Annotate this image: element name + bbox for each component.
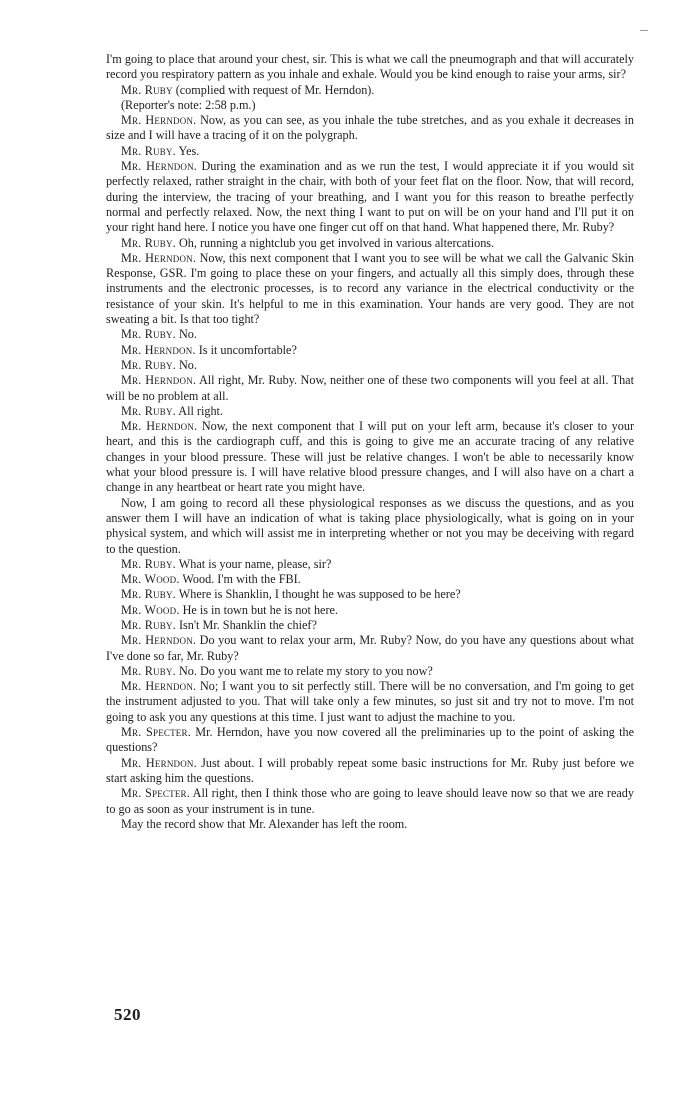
speaker: Mr. Ruby. [121, 587, 176, 602]
paragraph-22: Mr. Herndon. No; I want you to sit perfectly still. There will be no conversation, and I'm going to get the instrument adjusted to you. That will take only a few minutes, so just sit and try not to move. I'm not going to ask you any questions at this time. I just want to adjust the machine to you. [106, 679, 634, 724]
paragraph-11: Mr. Herndon. All right, Mr. Ruby. Now, neither one of these two components will you feel at all. That will be no problem at all. [106, 373, 634, 403]
speaker: Mr. Ruby. [121, 663, 176, 678]
paragraph-21: Mr. Ruby. No. Do you want me to relate my story to you now? [121, 663, 433, 678]
speaker: Mr. Ruby. [121, 403, 176, 418]
speaker: Mr. Ruby. [121, 143, 176, 158]
speaker: Mr. Ruby. [121, 617, 176, 632]
paragraph-8: Mr. Ruby. No. [121, 327, 197, 342]
corner-mark [640, 30, 648, 31]
speaker: Mr. Herndon. [121, 373, 197, 388]
speaker: Mr. Herndon. [121, 419, 198, 434]
transcript-body [106, 52, 634, 832]
paragraph-15: Mr. Ruby. What is your name, please, sir? [121, 556, 332, 571]
speaker: Mr. Ruby [121, 82, 173, 97]
paragraph-0: I'm going to place that around your chest, sir. This is what we call the pneumograph and that will accurately record you respiratory pattern as you inhale and exhale. Would you be kind enough to raise your arms, sir? [106, 52, 634, 82]
speaker: Mr. Wood. [121, 572, 180, 587]
paragraph-25: Mr. Specter. All right, then I think those who are going to leave should leave now so that we are ready to go as soon as your instrument is in tune. [106, 786, 634, 816]
speaker: Mr. Herndon. [121, 113, 197, 128]
speaker: Mr. Herndon. [121, 250, 197, 265]
speaker: Mr. Herndon. [121, 342, 196, 357]
paragraph-20: Mr. Herndon. Do you want to relax your arm, Mr. Ruby? Now, do you have any questions about what I've done so far, Mr. Ruby? [106, 633, 634, 663]
speaker: Mr. Ruby. [121, 327, 176, 342]
speaker: Mr. Ruby. [121, 556, 176, 571]
speaker: Mr. Specter. [121, 786, 190, 801]
paragraph-4: Mr. Ruby. Yes. [121, 143, 200, 158]
paragraph-1: Mr. Ruby (complied with request of Mr. Herndon). [121, 82, 375, 97]
paragraph-18: Mr. Wood. He is in town but he is not here. [121, 602, 338, 617]
page-number: 520 [114, 1005, 141, 1024]
speaker: Mr. Herndon. [121, 679, 197, 694]
paragraph-16: Mr. Wood. Wood. I'm with the FBI. [121, 572, 301, 587]
speaker: Mr. Herndon. [121, 633, 197, 648]
paragraph-14: Now, I am going to record all these physiological responses as we discuss the questions, and as you answer them I will have an indication of what is taking place physiologically, what is going on in your physical system, and which will assist me in interpreting whether or not you may be deceiving with regard to the question. [106, 495, 634, 556]
paragraph-24: Mr. Herndon. Just about. I will probably repeat some basic instructions for Mr. Ruby just before we start asking him the questions. [106, 755, 635, 785]
paragraph-12: Mr. Ruby. All right. [121, 403, 223, 418]
paragraph-3: Mr. Herndon. Now, as you can see, as you inhale the tube stretches, and as you exhale it decreases in size and I will have a tracing of it on the polygraph. [106, 113, 634, 143]
paragraph-10: Mr. Ruby. No. [121, 357, 197, 372]
speaker: Mr. Wood. [121, 602, 180, 617]
speaker: Mr. Ruby. [121, 357, 176, 372]
paragraph-6: Mr. Ruby. Oh, running a nightclub you get involved in various altercations. [121, 235, 495, 250]
paragraph-2: (Reporter's note: 2:58 p.m.) [121, 97, 256, 112]
paragraph-17: Mr. Ruby. Where is Shanklin, I thought he was supposed to be here? [121, 587, 461, 602]
paragraph-7: Mr. Herndon. Now, this next component that I want you to see will be what we call the Galvanic Skin Response, GSR. I'm going to place these on your fingers, and actually all this simply does, through these instruments and the electronic processes, is to record any variance in the electrical conductivity or the resistance of your skin. It's helpful to me in this examination. Your hands are very good. They are not sweating a bit. Is that too tight? [106, 250, 634, 327]
speaker: Mr. Herndon. [121, 159, 198, 174]
speaker: Mr. Ruby. [121, 235, 176, 250]
speaker: Mr. Herndon. [121, 755, 197, 770]
paragraph-26: May the record show that Mr. Alexander has left the room. [121, 816, 408, 831]
paragraph-19: Mr. Ruby. Isn't Mr. Shanklin the chief? [121, 617, 317, 632]
paragraph-13: Mr. Herndon. Now, the next component that I will put on your left arm, because it's closer to your heart, and this is the cardiograph cuff, and this is going to give me an accurate tracing of any relative changes in your blood pressure. These will just be relative changes. I won't be able to necessarily know what your blood pressure is. I will have relative blood pressure changes, and I will also have on a chart a change in any heartbeat or heart rate you might have. [106, 419, 634, 495]
speaker: Mr. Specter. [121, 725, 191, 740]
paragraph-9: Mr. Herndon. Is it uncomfortable? [121, 342, 297, 357]
paragraph-5: Mr. Herndon. During the examination and as we run the test, I would appreciate it if you would sit perfectly relaxed, rather straight in the chair, with both of your feet flat on the floor. Now, that will record, during the interview, the tracing of your breathing, and I want you for this reason to breathe perfectly normal and perfectly relaxed. Now, the next thing I want to put on will be on your hand and I'll put it on your right hand here. I notice you have one finger cut off on that hand. What happened there, Mr. Ruby? [106, 159, 634, 235]
paragraph-23: Mr. Specter. Mr. Herndon, have you now covered all the preliminaries up to the point of asking the questions? [106, 725, 634, 755]
